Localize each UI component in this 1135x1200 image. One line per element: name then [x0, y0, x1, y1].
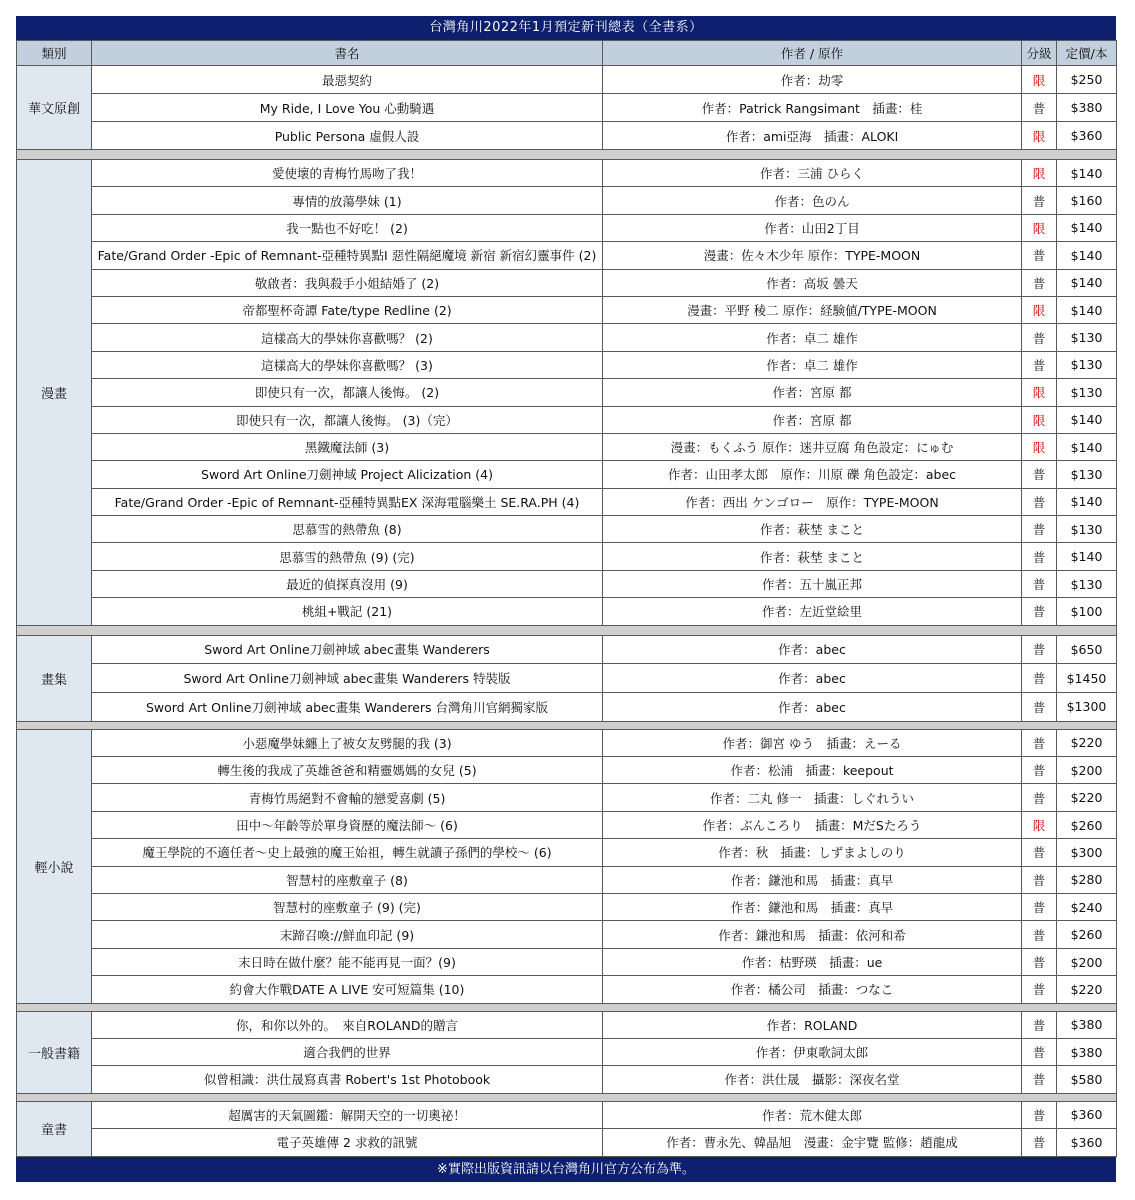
author-cell: 作者：劫零	[603, 66, 1022, 94]
price-cell: $140	[1057, 406, 1117, 433]
section-divider-cell	[17, 625, 1117, 635]
price-cell: $1450	[1057, 664, 1117, 693]
book-title-cell: 魔王學院的不適任者～史上最強的魔王始祖，轉生就讀子孫們的學校～ (6)	[92, 839, 603, 866]
table-row	[17, 635, 1117, 664]
book-title-cell: 最惡契約	[92, 66, 603, 94]
price-cell: $260	[1057, 921, 1117, 948]
book-title-cell: 這樣高大的學妹你喜歡嗎？ (2)	[92, 324, 603, 351]
book-title-cell: 帝都聖杯奇譚 Fate/type Redline (2)	[92, 296, 603, 323]
book-title-cell: 超厲害的天氣圖鑑：解開天空的一切奧祕！	[92, 1101, 603, 1129]
rating-cell: 普	[1022, 1066, 1057, 1093]
book-title-cell: 我一點也不好吃！ (2)	[92, 214, 603, 241]
rating-cell: 普	[1022, 729, 1057, 756]
author-cell: 作者：鎌池和馬 插畫：真早	[603, 866, 1022, 893]
price-cell: $1300	[1057, 693, 1117, 722]
price-cell: $140	[1057, 433, 1117, 460]
book-title-cell: 即使只有一次，都讓人後悔。 (3)（完）	[92, 406, 603, 433]
price-cell: $250	[1057, 66, 1117, 94]
book-title-cell: 桃組+戰記 (21)	[92, 598, 603, 625]
author-cell: 作者：卓二 雄作	[603, 324, 1022, 351]
table-row	[17, 351, 1117, 378]
book-title-cell: 小惡魔學妹纏上了被女友劈腿的我 (3)	[92, 729, 603, 756]
table-row	[17, 433, 1117, 460]
table-row	[17, 811, 1117, 838]
section-divider-cell	[17, 1093, 1117, 1101]
table-row	[17, 1011, 1117, 1038]
book-title-cell: 智慧村的座敷童子 (8)	[92, 866, 603, 893]
author-cell: 作者：洪仕晟 攝影：深夜名堂	[603, 1066, 1022, 1093]
table-row	[17, 214, 1117, 241]
section-divider-cell	[17, 150, 1117, 160]
page-title: 台灣角川2022年1月預定新刊總表（全書系）	[16, 16, 1116, 40]
category-cell: 畫集	[17, 635, 92, 721]
book-title-cell: 即使只有一次，都讓人後悔。 (2)	[92, 379, 603, 406]
section-divider	[17, 1093, 1117, 1101]
author-cell: 作者：Patrick Rangsimant 插畫：桂	[603, 94, 1022, 122]
rating-cell: 普	[1022, 757, 1057, 784]
author-cell: 作者：萩埜 まこと	[603, 543, 1022, 570]
header-price: 定價/本	[1057, 41, 1117, 66]
category-cell: 輕小說	[17, 729, 92, 1003]
book-title-cell: 黑鐵魔法師 (3)	[92, 433, 603, 460]
book-title-cell: 青梅竹馬絕對不會輸的戀愛喜劇 (5)	[92, 784, 603, 811]
table-row	[17, 921, 1117, 948]
author-cell: 作者：高坂 曇天	[603, 269, 1022, 296]
author-cell: 作者：色のん	[603, 187, 1022, 214]
book-title-cell: 末蹄召喚://鮮血印記 (9)	[92, 921, 603, 948]
rating-cell: 限	[1022, 379, 1057, 406]
book-title-cell: Sword Art Online刀劍神域 abec畫集 Wanderers 特裝版	[92, 664, 603, 693]
rating-cell: 普	[1022, 598, 1057, 625]
table-row	[17, 543, 1117, 570]
book-title-cell: 適合我們的世界	[92, 1038, 603, 1065]
author-cell: 作者：ROLAND	[603, 1011, 1022, 1038]
table-row	[17, 406, 1117, 433]
table-row	[17, 122, 1117, 150]
rating-cell: 普	[1022, 94, 1057, 122]
author-cell: 漫畫：もくふう 原作：迷井豆腐 角色設定：にゅむ	[603, 433, 1022, 460]
rating-cell: 普	[1022, 187, 1057, 214]
book-title-cell: 這樣高大的學妹你喜歡嗎？ (3)	[92, 351, 603, 378]
author-cell: 作者：五十嵐正邦	[603, 570, 1022, 597]
rating-cell: 普	[1022, 948, 1057, 975]
header-title: 書名	[92, 41, 603, 66]
author-cell: 作者：荒木健太郎	[603, 1101, 1022, 1129]
price-cell: $380	[1057, 1011, 1117, 1038]
book-title-cell: 思慕雪的熱帶魚 (9) (完)	[92, 543, 603, 570]
table-row	[17, 66, 1117, 94]
section-divider	[17, 150, 1117, 160]
author-cell: 作者：鎌池和馬 插畫：真早	[603, 894, 1022, 921]
category-cell: 一般書籍	[17, 1011, 92, 1093]
author-cell: 作者：宮原 都	[603, 406, 1022, 433]
price-cell: $160	[1057, 187, 1117, 214]
book-title-cell: My Ride, I Love You 心動騎遇	[92, 94, 603, 122]
table-row	[17, 187, 1117, 214]
table-row	[17, 598, 1117, 625]
book-title-cell: Public Persona 虛假人設	[92, 122, 603, 150]
rating-cell: 普	[1022, 1101, 1057, 1129]
table-row	[17, 693, 1117, 722]
book-table	[16, 40, 1117, 1157]
author-cell: 作者：秋 插畫：しずまよしのり	[603, 839, 1022, 866]
rating-cell: 限	[1022, 66, 1057, 94]
table-row	[17, 94, 1117, 122]
table-row	[17, 784, 1117, 811]
book-title-cell: 最近的偵探真沒用 (9)	[92, 570, 603, 597]
price-cell: $300	[1057, 839, 1117, 866]
table-row	[17, 379, 1117, 406]
rating-cell: 普	[1022, 488, 1057, 515]
price-cell: $380	[1057, 1038, 1117, 1065]
book-title-cell: 電子英雄傳 2 求救的訊號	[92, 1129, 603, 1157]
table-row	[17, 242, 1117, 269]
book-title-cell: 轉生後的我成了英雄爸爸和精靈媽媽的女兒 (5)	[92, 757, 603, 784]
rating-cell: 普	[1022, 664, 1057, 693]
author-cell: 作者：枯野瑛 插畫：ue	[603, 948, 1022, 975]
rating-cell: 普	[1022, 866, 1057, 893]
author-cell: 漫畫：平野 稜二 原作：経験値/TYPE-MOON	[603, 296, 1022, 323]
price-cell: $260	[1057, 811, 1117, 838]
table-row	[17, 516, 1117, 543]
price-cell: $140	[1057, 488, 1117, 515]
rating-cell: 普	[1022, 635, 1057, 664]
table-row	[17, 570, 1117, 597]
price-cell: $220	[1057, 784, 1117, 811]
table-row	[17, 1038, 1117, 1065]
book-title-cell: 田中～年齡等於單身資歷的魔法師～ (6)	[92, 811, 603, 838]
footer-note: ※實際出版資訊請以台灣角川官方公布為準。	[16, 1157, 1116, 1182]
rating-cell: 普	[1022, 242, 1057, 269]
table-row	[17, 296, 1117, 323]
book-title-cell: Sword Art Online刀劍神域 abec畫集 Wanderers 台灣角川官網獨家版	[92, 693, 603, 722]
price-cell: $360	[1057, 1129, 1117, 1157]
book-title-cell: 敬啟者：我與殺手小姐結婚了 (2)	[92, 269, 603, 296]
price-cell: $130	[1057, 461, 1117, 488]
book-title-cell: 思慕雪的熱帶魚 (8)	[92, 516, 603, 543]
table-row	[17, 664, 1117, 693]
book-title-cell: Fate/Grand Order -Epic of Remnant-亞種特異點EX 深海電腦樂土 SE.RA.PH (4)	[92, 488, 603, 515]
category-cell: 華文原創	[17, 66, 92, 150]
author-cell: 作者：abec	[603, 664, 1022, 693]
table-row	[17, 839, 1117, 866]
author-cell: 作者：西出 ケンゴロー 原作：TYPE-MOON	[603, 488, 1022, 515]
table-row	[17, 160, 1117, 187]
author-cell: 作者：橘公司 插畫：つなこ	[603, 976, 1022, 1003]
section-divider-cell	[17, 1003, 1117, 1011]
author-cell: 作者：山田2丁目	[603, 214, 1022, 241]
rating-cell: 普	[1022, 894, 1057, 921]
author-cell: 作者：御宮 ゆう 插畫：えーる	[603, 729, 1022, 756]
header-row	[17, 41, 1117, 66]
section-divider	[17, 625, 1117, 635]
header-author: 作者 / 原作	[603, 41, 1022, 66]
book-title-cell: 你，和你以外的。 來自ROLAND的贈言	[92, 1011, 603, 1038]
table-row	[17, 1066, 1117, 1093]
rating-cell: 普	[1022, 693, 1057, 722]
book-title-cell: 愛使壞的青梅竹馬吻了我！	[92, 160, 603, 187]
rating-cell: 普	[1022, 570, 1057, 597]
rating-cell: 普	[1022, 1129, 1057, 1157]
author-cell: 作者：abec	[603, 693, 1022, 722]
table-row	[17, 866, 1117, 893]
book-title-cell: 約會大作戰DATE A LIVE 安可短篇集 (10)	[92, 976, 603, 1003]
price-cell: $140	[1057, 543, 1117, 570]
book-title-cell: 似曾相識：洪仕晟寫真書 Robert's 1st Photobook	[92, 1066, 603, 1093]
price-cell: $130	[1057, 570, 1117, 597]
header-category: 類別	[17, 41, 92, 66]
price-cell: $140	[1057, 160, 1117, 187]
category-cell: 童書	[17, 1101, 92, 1156]
rating-cell: 限	[1022, 406, 1057, 433]
price-cell: $220	[1057, 976, 1117, 1003]
author-cell: 作者：鎌池和馬 插畫：依河和希	[603, 921, 1022, 948]
rating-cell: 普	[1022, 351, 1057, 378]
author-cell: 作者：宮原 都	[603, 379, 1022, 406]
rating-cell: 普	[1022, 839, 1057, 866]
rating-cell: 普	[1022, 324, 1057, 351]
price-cell: $100	[1057, 598, 1117, 625]
table-row	[17, 976, 1117, 1003]
book-title-cell: 末日時在做什麼？能不能再見一面？(9)	[92, 948, 603, 975]
price-cell: $130	[1057, 324, 1117, 351]
header-rating: 分級	[1022, 41, 1057, 66]
rating-cell: 普	[1022, 516, 1057, 543]
rating-cell: 普	[1022, 976, 1057, 1003]
price-cell: $280	[1057, 866, 1117, 893]
section-divider	[17, 1003, 1117, 1011]
author-cell: 作者：左近堂絵里	[603, 598, 1022, 625]
table-row	[17, 269, 1117, 296]
rating-cell: 限	[1022, 433, 1057, 460]
rating-cell: 普	[1022, 461, 1057, 488]
table-row	[17, 324, 1117, 351]
price-cell: $140	[1057, 214, 1117, 241]
author-cell: 作者：ぶんころり 插畫：MだSたろう	[603, 811, 1022, 838]
rating-cell: 普	[1022, 921, 1057, 948]
price-cell: $200	[1057, 757, 1117, 784]
table-body	[17, 66, 1117, 1157]
section-divider	[17, 721, 1117, 729]
price-cell: $360	[1057, 1101, 1117, 1129]
book-title-cell: Sword Art Online刀劍神域 Project Alicization (4)	[92, 461, 603, 488]
price-cell: $130	[1057, 516, 1117, 543]
author-cell: 作者：卓二 雄作	[603, 351, 1022, 378]
table-row	[17, 461, 1117, 488]
price-list-sheet	[16, 16, 1116, 1182]
price-cell: $240	[1057, 894, 1117, 921]
price-cell: $200	[1057, 948, 1117, 975]
book-title-cell: 智慧村的座敷童子 (9) (完)	[92, 894, 603, 921]
table-row	[17, 729, 1117, 756]
price-cell: $220	[1057, 729, 1117, 756]
table-row	[17, 488, 1117, 515]
rating-cell: 限	[1022, 296, 1057, 323]
book-title-cell: Sword Art Online刀劍神域 abec畫集 Wanderers	[92, 635, 603, 664]
author-cell: 作者：山田孝太郎 原作：川原 礫 角色設定：abec	[603, 461, 1022, 488]
price-cell: $580	[1057, 1066, 1117, 1093]
rating-cell: 限	[1022, 122, 1057, 150]
author-cell: 作者：三浦 ひらく	[603, 160, 1022, 187]
table-row	[17, 894, 1117, 921]
author-cell: 作者：曹永先、韓晶旭 漫畫：金宇覽 監修：趙龍成	[603, 1129, 1022, 1157]
price-cell: $140	[1057, 242, 1117, 269]
rating-cell: 普	[1022, 1038, 1057, 1065]
table-row	[17, 948, 1117, 975]
section-divider-cell	[17, 721, 1117, 729]
author-cell: 作者：松浦 插畫：keepout	[603, 757, 1022, 784]
rating-cell: 普	[1022, 1011, 1057, 1038]
table-row	[17, 1101, 1117, 1129]
rating-cell: 普	[1022, 543, 1057, 570]
author-cell: 作者：伊東歌詞太郎	[603, 1038, 1022, 1065]
price-cell: $380	[1057, 94, 1117, 122]
price-cell: $130	[1057, 379, 1117, 406]
author-cell: 作者：二丸 修一 插畫：しぐれうい	[603, 784, 1022, 811]
author-cell: 漫畫：佐々木少年 原作：TYPE-MOON	[603, 242, 1022, 269]
table-row	[17, 1129, 1117, 1157]
book-title-cell: Fate/Grand Order -Epic of Remnant-亞種特異點Ⅰ 惡性隔絕魔境 新宿 新宿幻靈事件 (2)	[92, 242, 603, 269]
price-cell: $360	[1057, 122, 1117, 150]
price-cell: $140	[1057, 296, 1117, 323]
rating-cell: 普	[1022, 784, 1057, 811]
author-cell: 作者：abec	[603, 635, 1022, 664]
price-cell: $130	[1057, 351, 1117, 378]
table-row	[17, 757, 1117, 784]
author-cell: 作者：ami亞海 插畫：ALOKI	[603, 122, 1022, 150]
author-cell: 作者：萩埜 まこと	[603, 516, 1022, 543]
rating-cell: 普	[1022, 269, 1057, 296]
category-cell: 漫畫	[17, 160, 92, 626]
price-cell: $140	[1057, 269, 1117, 296]
book-title-cell: 專情的放蕩學妹 (1)	[92, 187, 603, 214]
rating-cell: 限	[1022, 160, 1057, 187]
price-cell: $650	[1057, 635, 1117, 664]
rating-cell: 限	[1022, 811, 1057, 838]
rating-cell: 限	[1022, 214, 1057, 241]
